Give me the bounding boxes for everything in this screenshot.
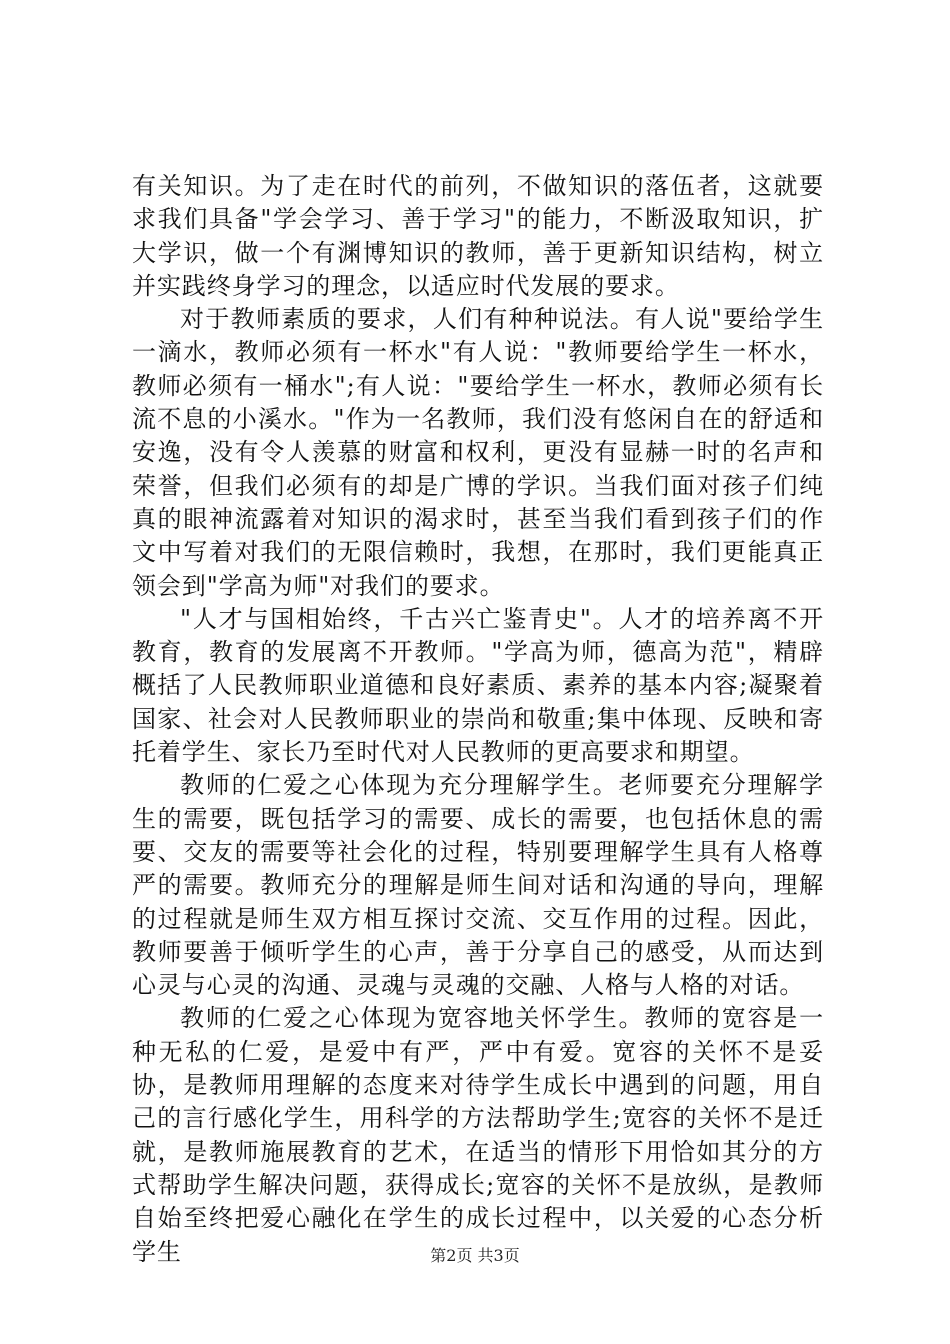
paragraph-1: 有关知识。为了走在时代的前列，不做知识的落伍者，这就要求我们具备"学会学习、善于学习"的能力，不断汲取知识，扩大学识，做一个有渊博知识的教师，善于更新知识结构，树立并实践终身学习的理念，以适应时代发展的要求。 xyxy=(132,172,824,300)
paragraph-2: 对于教师素质的要求，人们有种种说法。有人说"要给学生一滴水，教师必须有一杯水"有人说："教师要给学生一杯水，教师必须有一桶水";有人说："要给学生一杯水，教师必须有长流不息的小溪水。"作为一名教师，我们没有悠闲自在的舒适和安逸，没有令人羡慕的财富和权利，更没有显赫一时的名声和荣誉，但我们必须有的却是广博的学识。当我们面对孩子们纯真的眼神流露着对知识的渴求时，甚至当我们看到孩子们的作文中写着对我们的无限信赖时，我想，在那时，我们更能真正领会到"学高为师"对我们的要求。 xyxy=(132,305,824,600)
page-number-footer: 第2页 共3页 xyxy=(430,1246,520,1265)
document-body xyxy=(132,170,824,1269)
paragraph-5: 教师的仁爱之心体现为宽容地关怀学生。教师的宽容是一种无私的仁爱，是爱中有严，严中有爱。宽容的关怀不是妥协，是教师用理解的态度来对待学生成长中遇到的问题，用自己的言行感化学生，用科学的方法帮助学生;宽容的关怀不是迁就，是教师施展教育的艺术，在适当的情形下用恰如其分的方式帮助学生解决问题，获得成长;宽容的关怀不是放纵，是教师自始至终把爱心融化在学生的成长过程中，以关爱的心态分析学生 xyxy=(132,1004,824,1266)
paragraph-3: "人才与国相始终，千古兴亡鉴青史"。人才的培养离不开教育，教育的发展离不开教师。"学高为师，德高为范"，精辟概括了人民教师职业道德和良好素质、素养的基本内容;凝聚着国家、社会对人民教师职业的崇尚和敬重;集中体现、反映和寄托着学生、家长乃至时代对人民教师的更高要求和期望。 xyxy=(132,604,824,767)
paragraph-4: 教师的仁爱之心体现为充分理解学生。老师要充分理解学生的需要，既包括学习的需要、成长的需要，也包括休息的需要、交友的需要等社会化的过程，特别要理解学生具有人格尊严的需要。教师充分的理解是师生间对话和沟通的导向，理解的过程就是师生双方相互探讨交流、交互作用的过程。因此，教师要善于倾听学生的心声，善于分享自己的感受，从而达到心灵与心灵的沟通、灵魂与灵魂的交融、人格与人格的对话。 xyxy=(132,771,824,1000)
